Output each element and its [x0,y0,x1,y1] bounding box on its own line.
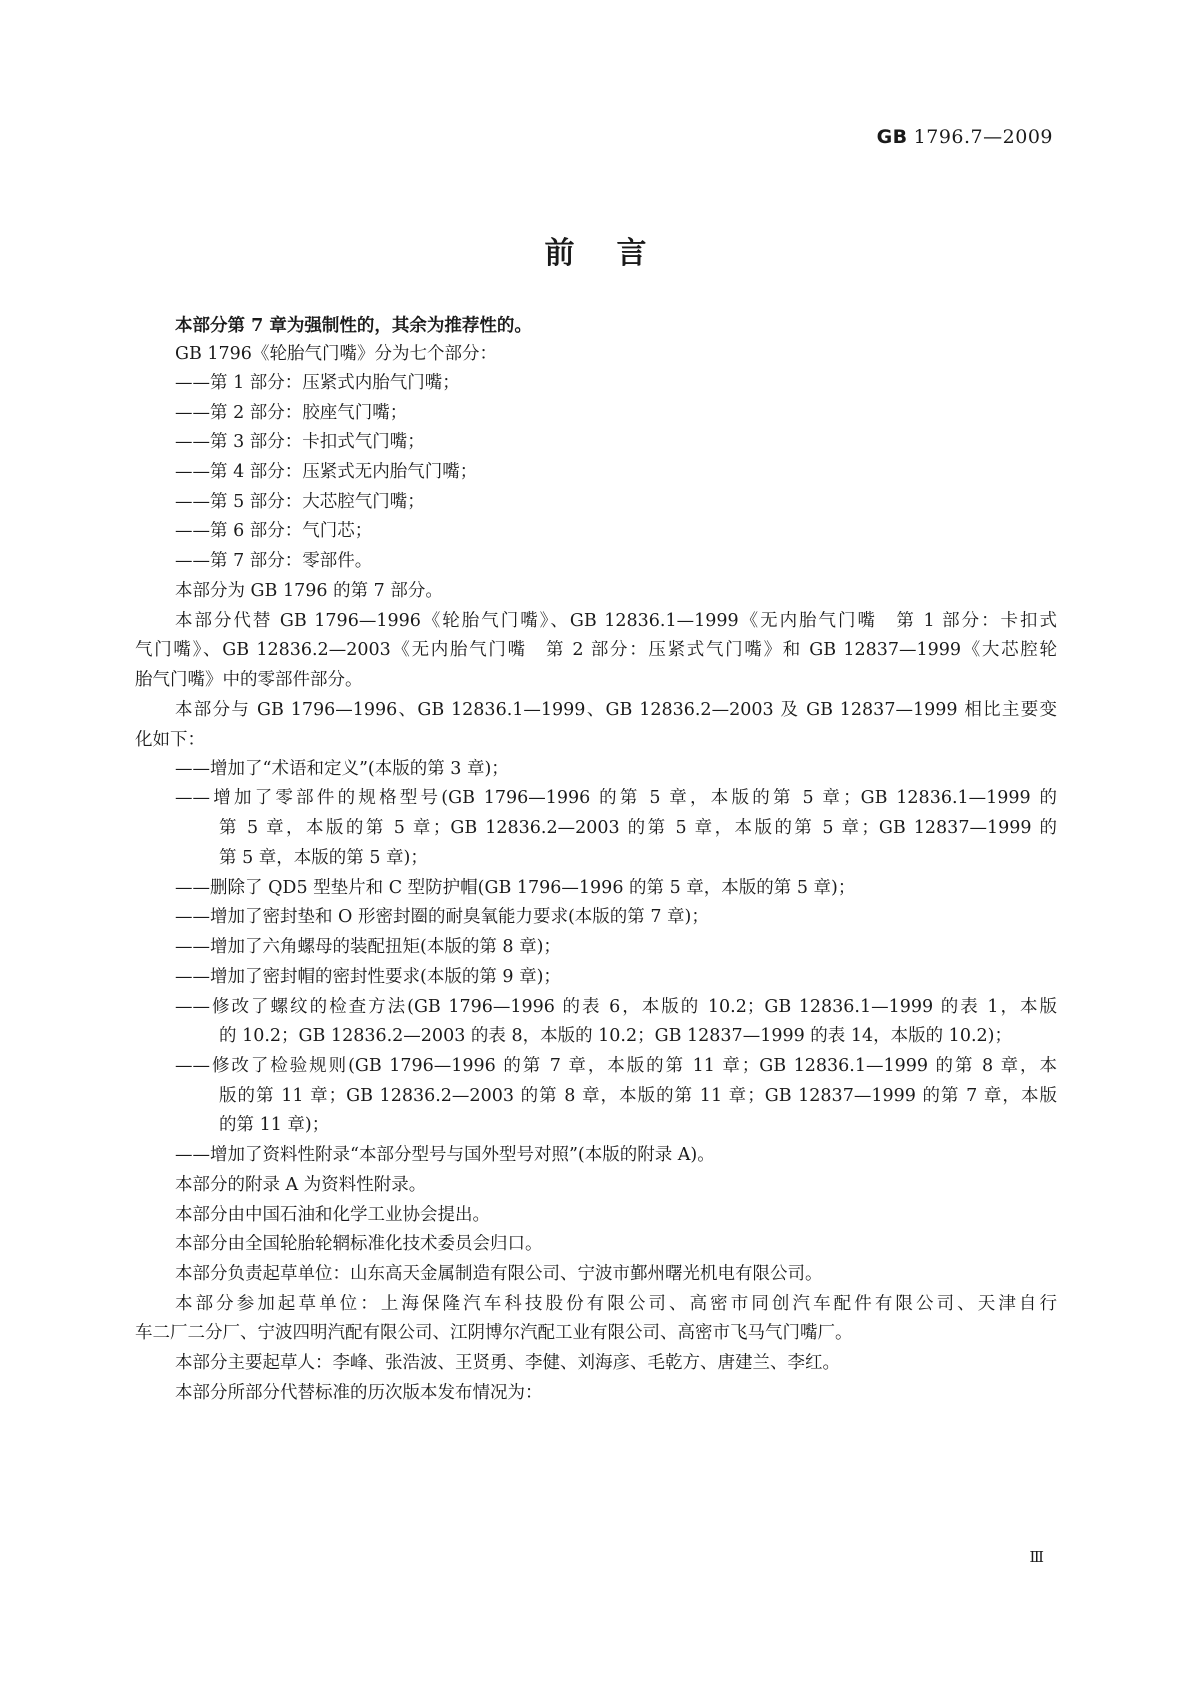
list-item-continuation: 版的第 11 章；GB 12836.2—2003 的第 8 章，本版的第 11 章；GB 12837—1999 的第 7 章，本版 [219,1086,1057,1106]
page-title: 前言 [544,236,689,271]
list-item: ——增加了“术语和定义”(本版的第 3 章)； [175,759,509,779]
list-item: ——增加了密封垫和 O 形密封圈的耐臭氧能力要求(本版的第 7 章)； [175,907,709,927]
list-item: ——第 4 部分：压紧式无内胎气门嘴； [175,462,478,482]
list-item: ——增加了密封帽的密封性要求(本版的第 9 章)； [175,967,561,987]
list-item: ——第 2 部分：胶座气门嘴； [175,403,408,423]
standard-prefix: GB [876,126,908,148]
list-item: ——修改了检验规则(GB 1796—1996 的第 7 章，本版的第 11 章；GB 12836.1—1999 的第 8 章，本 [175,1056,1057,1076]
list-item: ——增加了零部件的规格型号(GB 1796—1996 的第 5 章，本版的第 5 章；GB 12836.1—1999 的 [175,788,1057,808]
list-item: ——第 5 部分：大芯腔气门嘴； [175,492,425,512]
paragraph-line: 本部分由中国石油和化学工业协会提出。 [175,1205,490,1225]
list-item: ——第 7 部分：零部件。 [175,551,373,571]
paragraph-line: 本部分的附录 A 为资料性附录。 [175,1175,427,1195]
paragraph-line: GB 1796《轮胎气门嘴》分为七个部分： [175,344,497,364]
paragraph-line: 胎气门嘴》中的零部件部分。 [135,670,363,690]
paragraph-line: 本部分负责起草单位：山东高天金属制造有限公司、宁波市鄞州曙光机电有限公司。 [175,1264,823,1284]
list-item: ——第 1 部分：压紧式内胎气门嘴； [175,373,460,393]
list-item: ——第 3 部分：卡扣式气门嘴； [175,432,425,452]
page-number: Ⅲ [1029,1548,1044,1566]
list-item: ——第 6 部分：气门芯； [175,521,373,541]
paragraph-line: 本部分主要起草人：李峰、张浩波、王贤勇、李健、刘海彦、毛乾方、唐建兰、李红。 [175,1353,840,1373]
paragraph-line: 本部分代替 GB 1796—1996《轮胎气门嘴》、GB 12836.1—1999《无内胎气门嘴 第 1 部分：卡扣式 [175,611,1057,631]
paragraph-line: 化如下： [135,730,205,750]
mandatory-statement: 本部分第 7 章为强制性的，其余为推荐性的。 [175,316,532,336]
list-item: ——删除了 QD5 型垫片和 C 型防护帽(GB 1796—1996 的第 5 章，本版的第 5 章)； [175,878,856,898]
paragraph-line: 本部分所部分代替标准的历次版本发布情况为： [175,1383,543,1403]
list-item: ——修改了螺纹的检查方法(GB 1796—1996 的表 6，本版的 10.2；GB 12836.1—1999 的表 1，本版 [175,997,1057,1017]
paragraph-line: 气门嘴》、GB 12836.2—2003《无内胎气门嘴 第 2 部分：压紧式气门嘴》和 GB 12837—1999《大芯腔轮 [135,640,1057,660]
standard-code [877,126,1053,148]
paragraph-line: 车二厂二分厂、宁波四明汽配有限公司、江阴博尔汽配工业有限公司、高密市飞马气门嘴厂。 [135,1323,853,1343]
list-item: ——增加了资料性附录“本部分型号与国外型号对照”(本版的附录 A)。 [175,1145,715,1165]
list-item: ——增加了六角螺母的装配扭矩(本版的第 8 章)； [175,937,561,957]
list-item-continuation: 第 5 章，本版的第 5 章)； [219,848,428,868]
list-item-continuation: 的 10.2；GB 12836.2—2003 的表 8，本版的 10.2；GB 12837—1999 的表 14，本版的 10.2)； [219,1026,1012,1046]
paragraph-line: 本部分与 GB 1796—1996、GB 12836.1—1999、GB 12836.2—2003 及 GB 12837—1999 相比主要变 [175,700,1057,720]
list-item-continuation: 的第 11 章)； [219,1115,330,1135]
list-item-continuation: 第 5 章，本版的第 5 章；GB 12836.2—2003 的第 5 章，本版的第 5 章；GB 12837—1999 的 [219,818,1057,838]
paragraph-line: 本部分由全国轮胎轮辋标准化技术委员会归口。 [175,1234,543,1254]
paragraph-line: 本部分参加起草单位：上海保隆汽车科技股份有限公司、高密市同创汽车配件有限公司、天津自行 [175,1294,1057,1314]
standard-number: 1796.7—2009 [913,126,1053,148]
paragraph-line: 本部分为 GB 1796 的第 7 部分。 [175,581,443,601]
